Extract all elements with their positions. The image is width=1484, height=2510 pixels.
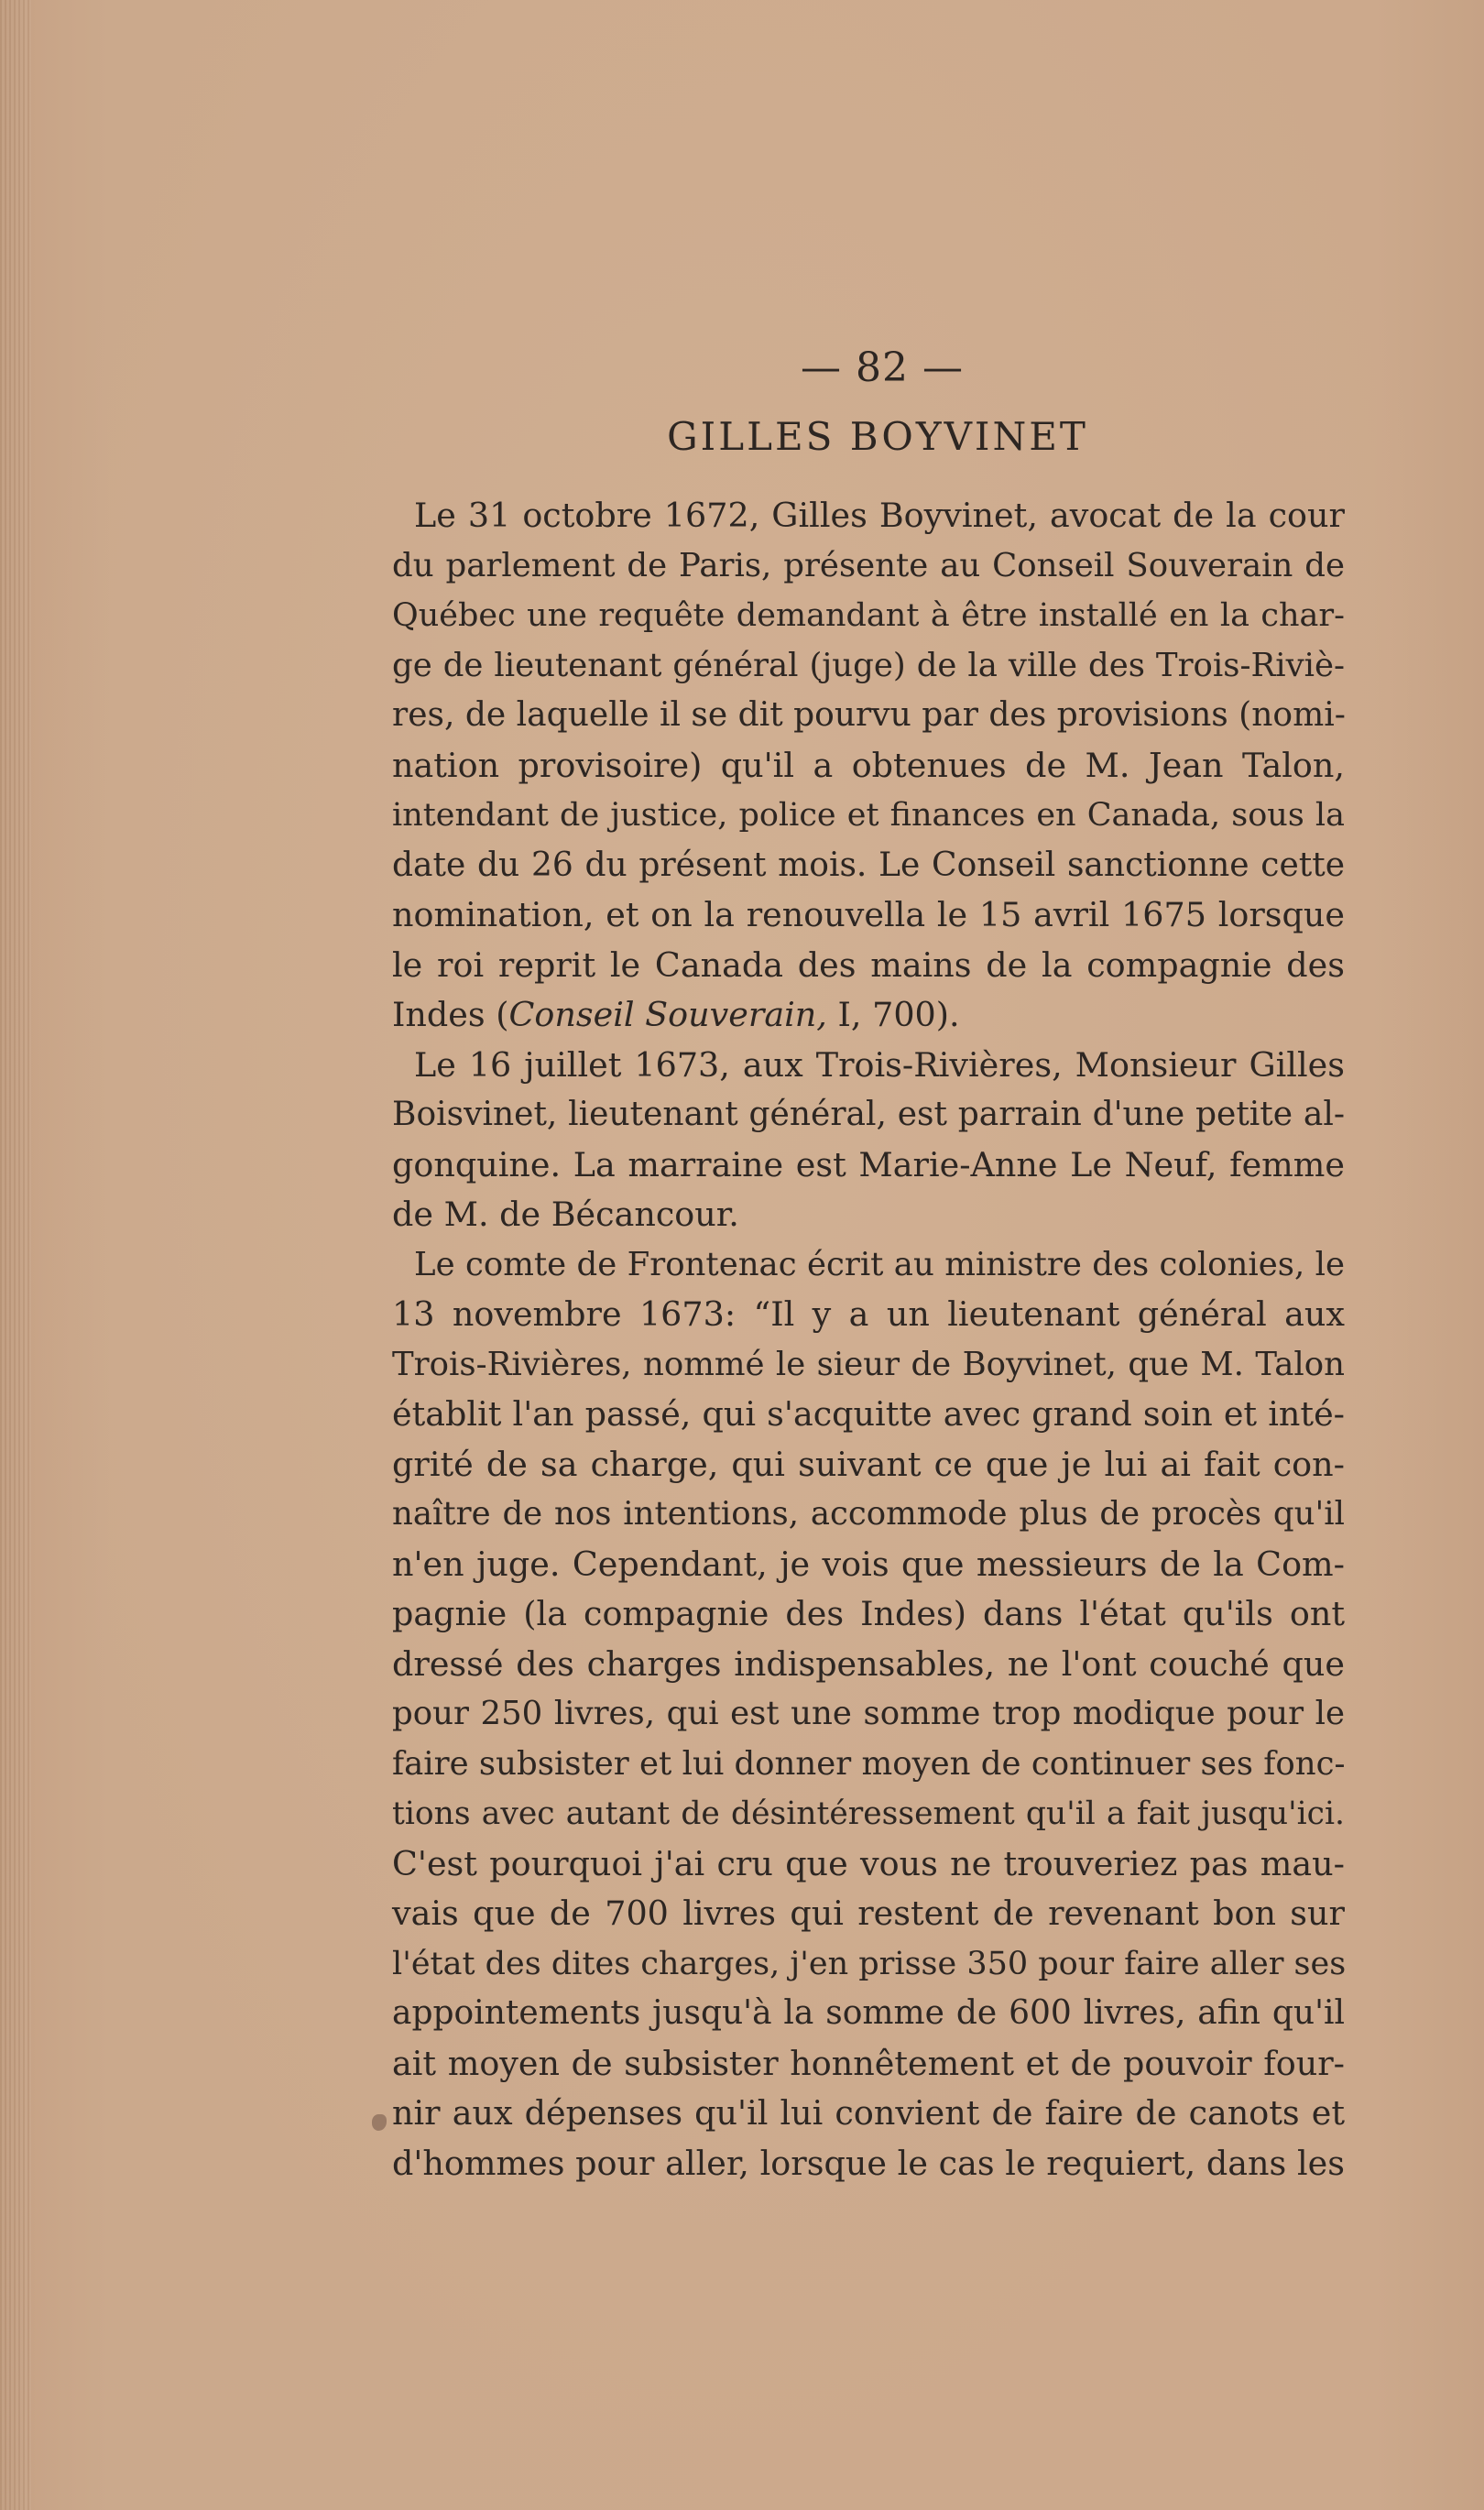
text-line: pagnie (la compagnie des Indes) dans l'état qu'ils ont	[392, 1594, 1345, 1633]
text-line: nomination, et on la renouvella le 15 avril 1675 lorsque	[392, 895, 1345, 934]
text-line: Le comte de Frontenac écrit au ministre des colonies, le	[414, 1245, 1345, 1283]
ink-speck	[372, 2114, 387, 2131]
text-line: intendant de justice, police et finances en Canada, sous la	[392, 797, 1345, 834]
citation-suffix: I, 700).	[826, 995, 960, 1034]
text-line: grité de sa charge, qui suivant ce que je lui ai fait con-	[392, 1444, 1345, 1484]
text-line: Le 31 octobre 1672, Gilles Boyvinet, avocat de la cour	[414, 496, 1345, 535]
text-line: établit l'an passé, qui s'acquitte avec grand soin et inté-	[392, 1394, 1345, 1434]
text-line: faire subsister et lui donner moyen de continuer ses fonc-	[392, 1744, 1346, 1783]
text-line: du parlement de Paris, présente au Conseil Souverain de	[392, 546, 1345, 584]
text-line: tions avec autant de désintéressement qu'il a fait jusqu'ici.	[392, 1795, 1345, 1832]
text-line: nir aux dépenses qu'il lui convient de faire de canots et	[392, 2093, 1345, 2133]
text-line: date du 26 du présent mois. Le Conseil sanctionne cette	[392, 846, 1345, 884]
text-line: ge de lieutenant général (juge) de la ville des Trois-Riviè-	[392, 646, 1345, 684]
paragraph-2	[392, 1041, 1345, 1240]
text-line: pour 250 livres, qui est une somme trop modique pour le	[392, 1695, 1345, 1732]
text-line: appointements jusqu'à la somme de 600 livres, afin qu'il	[392, 1994, 1345, 2032]
paragraph-3	[392, 1240, 1345, 2189]
paragraph-1	[392, 491, 1345, 1041]
text-line: d'hommes pour aller, lorsque le cas le requiert, dans les	[392, 2143, 1345, 2183]
text-line: Le 16 juillet 1673, aux Trois-Rivières, Monsieur Gilles	[414, 1044, 1345, 1085]
text-line: C'est pourquoi j'ai cru que vous ne trouveriez pas mau-	[392, 1843, 1345, 1883]
page-number: — 82 —	[801, 344, 964, 391]
text-line: l'état des dites charges, j'en prisse 350 pour faire aller ses	[392, 1945, 1347, 1982]
text-block	[392, 341, 1345, 2188]
text-line: vais que de 700 livres qui restent de revenant bon sur	[392, 1893, 1345, 1933]
citation-prefix: Indes (	[392, 995, 509, 1034]
text-line: n'en juge. Cependant, je vois que messieurs de la Com-	[392, 1544, 1345, 1584]
text-line: nation provisoire) qu'il a obtenues de M. Jean Talon,	[392, 745, 1345, 785]
text-line	[392, 990, 1345, 1041]
text-line: 13 novembre 1673: “Il y a un lieutenant général aux	[392, 1294, 1345, 1334]
text-line: le roi reprit le Canada des mains de la compagnie des	[392, 944, 1345, 985]
text-line: res, de laquelle il se dit pourvu par des provisions (nomi-	[392, 696, 1346, 734]
text-line: gonquine. La marraine est Marie-Anne Le Neuf, femme	[392, 1144, 1345, 1184]
text-line: dressé des charges indispensables, ne l'ont couché que	[392, 1643, 1345, 1684]
text-line: Boisvinet, lieutenant général, est parrain d'une petite al-	[392, 1096, 1345, 1133]
text-line: ait moyen de subsister honnêtement et de pouvoir four-	[392, 2043, 1345, 2083]
page-edge	[0, 0, 31, 2510]
section-heading: GILLES BOYVINET	[667, 414, 1088, 459]
text-line: de M. de Bécancour.	[392, 1195, 739, 1234]
text-line: Trois-Rivières, nommé le sieur de Boyvinet, que M. Talon	[392, 1345, 1345, 1383]
citation-source: Conseil Souverain,	[508, 995, 827, 1034]
text-line: naître de nos intentions, accommode plus de procès qu'il	[392, 1495, 1345, 1533]
text-line: Québec une requête demandant à être installé en la char-	[392, 597, 1345, 634]
